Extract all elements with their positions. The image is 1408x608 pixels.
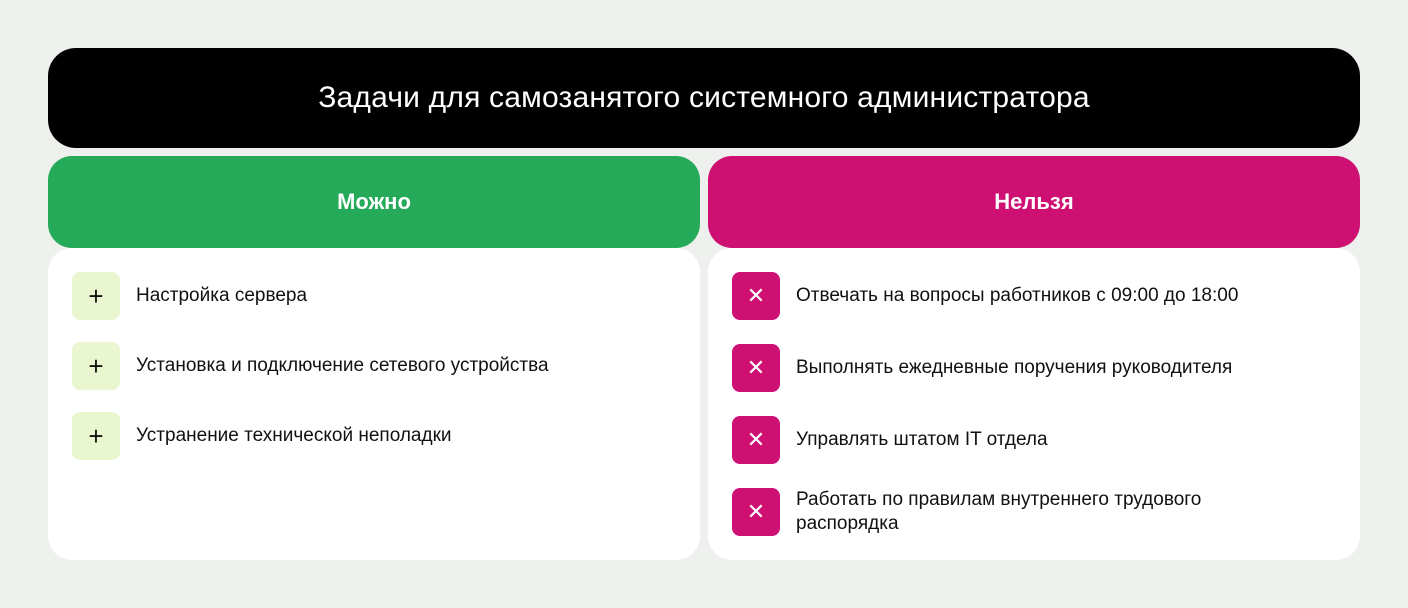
allowed-header-label: Можно (337, 189, 411, 214)
forbidden-item (732, 344, 1336, 392)
forbidden-item (732, 272, 1336, 320)
page-title-bar (48, 48, 1360, 148)
allowed-item-text: Устранение технической неполадки (136, 425, 452, 446)
plus-icon: + (72, 342, 120, 390)
cross-icon: ✕ (732, 416, 780, 464)
allowed-item (72, 342, 676, 390)
forbidden-item-text: Отвечать на вопросы работников с 09:00 до 18:00 (796, 285, 1239, 306)
plus-icon: + (72, 272, 120, 320)
forbidden-list (708, 248, 1360, 560)
forbidden-item-text: Выполнять ежедневные поручения руководителя (796, 357, 1233, 378)
allowed-item (72, 412, 676, 460)
page-title: Задачи для самозанятого системного администратора (318, 81, 1090, 114)
forbidden-item (732, 416, 1336, 464)
cross-icon: ✕ (732, 488, 780, 536)
forbidden-header (708, 156, 1360, 248)
cross-icon: ✕ (732, 272, 780, 320)
forbidden-item (732, 488, 1336, 536)
forbidden-item-text: Работать по правилам внутреннего трудового распорядка (796, 489, 1202, 534)
plus-icon: + (72, 412, 120, 460)
allowed-item-text: Настройка сервера (136, 285, 308, 306)
allowed-item-text: Установка и подключение сетевого устройства (136, 355, 549, 376)
forbidden-header-label: Нельзя (994, 189, 1074, 214)
cross-icon: ✕ (732, 344, 780, 392)
forbidden-item-text: Управлять штатом IT отдела (796, 429, 1048, 450)
allowed-item (72, 272, 676, 320)
allowed-header (48, 156, 700, 248)
allowed-list (48, 248, 700, 560)
